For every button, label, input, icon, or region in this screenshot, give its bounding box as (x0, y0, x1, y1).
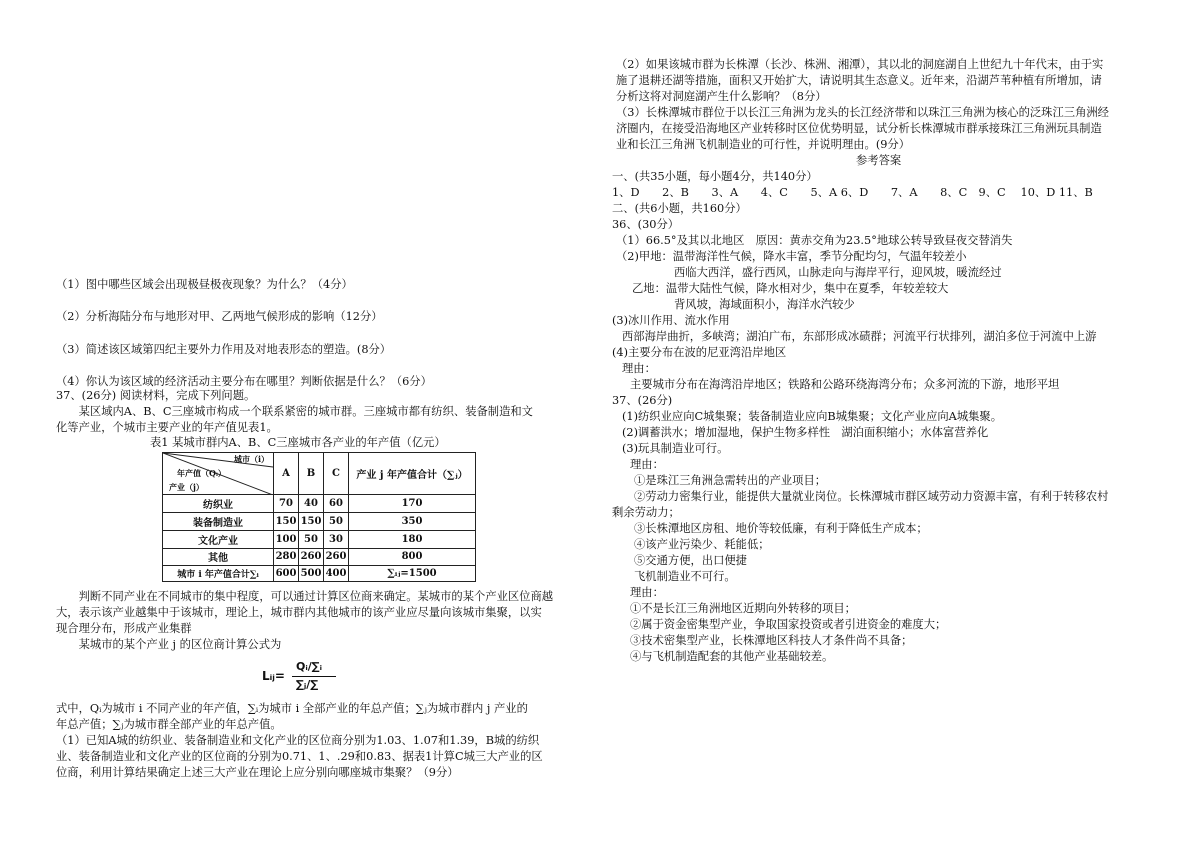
cell-total: 170 (349, 495, 476, 513)
reason-3: ③长株潭地区房租、地价等较低廉，有利于降低生产成本； (634, 522, 928, 535)
reason-label-1: 理由： (630, 458, 664, 471)
cell-b: 150 (299, 512, 324, 530)
question-37-heading: 37、(26分) 阅读材料，完成下列问题。 (56, 389, 256, 402)
plane-reason-4: ④与飞机制造配套的其他产业基础较差。 (630, 650, 834, 663)
table-corner-cell (163, 453, 274, 495)
definition-line-2: 年总产值；∑ⱼ为城市群全部产业的年总产值。 (56, 718, 282, 731)
section-1-answers: 1、D 2、B 3、A 4、C 5、A 6、D 7、A 8、C 9、C 10、D 11、B (612, 186, 1093, 199)
row-label: 城市 i 年产值合计∑ᵢ (163, 566, 274, 582)
row-label: 装备制造业 (163, 512, 274, 530)
answer-36-3-line-2: 西部海岸曲折，多峡湾；湖泊广布，东部形成冰碛群；河流平行状排列，湖泊多位于河流中上游 (622, 330, 1097, 343)
question-37-3-line-2: 济圈内，在接受沿海地区产业转移时区位优势明显，试分析长株潭城市群承接珠江三角洲玩具制造 (616, 122, 1102, 135)
table-row (163, 530, 476, 548)
formula-denominator: ∑ⱼ/∑ (296, 678, 319, 691)
question-37-1-line-2: 业、装备制造业和文化产业的区位商的分别为0.71、1、.29和0.83、据表1计算C城三大产业的区 (56, 750, 543, 763)
question-37-3-line-1: （3）长株潭城市群位于以长江三角洲为龙头的长江经济带和以珠江三角洲为核心的泛珠江三角洲经 (616, 106, 1109, 119)
corner-city-label: 城市（i） (233, 454, 269, 464)
plane-reason-3: ③技术密集型产业，长株潭地区科技人才条件尚不具备； (630, 634, 913, 647)
reason-5: ⑤交通方便，出口便捷 (634, 554, 747, 567)
question-36-3: （3）简述该区域第四纪主要外力作用及对地表形态的塑造。(8分） (56, 343, 392, 356)
table-title: 表1 某城市群内A、B、C三座城市各产业的年产值（亿元） (150, 436, 446, 449)
cell-b: 260 (299, 548, 324, 566)
answer-title: 参考答案 (856, 154, 902, 167)
cell-a: 280 (274, 548, 299, 566)
question-37-2-line-1: （2）如果该城市群为长株潭（长沙、株洲、湘潭），其以北的洞庭湖自上世纪九十年代末，由于实 (616, 58, 1104, 71)
section-2-heading: 二、(共6小题，共160分） (612, 202, 747, 215)
col-header-total: 产业 j 年产值合计（∑ⱼ） (349, 453, 476, 495)
cell-a: 70 (274, 495, 299, 513)
cell-total: ∑ᵢⱼ=1500 (349, 566, 476, 582)
answer-36-4-line-2: 理由： (622, 362, 656, 375)
formula-numerator: Qᵢ/∑ᵢ (296, 660, 323, 673)
col-header-a: A (274, 453, 299, 495)
table-row (163, 512, 476, 530)
question-37-2-line-3: 分析这将对洞庭湖产生什么影响？（8分） (616, 90, 827, 103)
section-1-heading: 一、(共35小题，每小题4分，共140分） (612, 170, 818, 183)
para-line-2: 大，表示该产业越集中于该城市，理论上，城市群内其他城市的该产业应尽量向该城市集聚，以实 (56, 606, 542, 619)
corner-industry-label: 产业（j） (169, 482, 204, 492)
answer-36-3-line-1: (3)冰川作用、流水作用 (612, 314, 730, 327)
location-quotient-formula (262, 660, 352, 694)
cell-b: 500 (299, 566, 324, 582)
row-label: 文化产业 (163, 530, 274, 548)
cell-c: 260 (324, 548, 349, 566)
table-row (163, 548, 476, 566)
row-label: 纺织业 (163, 495, 274, 513)
question-36-1: （1）图中哪些区域会出现极昼极夜现象？为什么？（4分） (56, 278, 353, 291)
plane-reason-2: ②属于资金密集型产业，争取国家投资或者引进资金的难度大； (630, 618, 947, 631)
cell-a: 100 (274, 530, 299, 548)
answer-36-4-line-3: 主要城市分布在海湾沿岸地区；铁路和公路环绕海湾分布；众多河流的下游，地形平坦 (630, 378, 1060, 391)
reason-2-line-2: 剩余劳动力； (612, 506, 680, 519)
cell-a: 600 (274, 566, 299, 582)
answer-37-2: (2)调蓄洪水；增加湿地，保护生物多样性 湖泊面积缩小；水体富营养化 (622, 426, 989, 439)
answer-36-2-line-1: （2)甲地：温带海洋性气候，降水丰富，季节分配均匀，气温年较差小 (616, 250, 967, 263)
reason-2-line-1: ②劳动力密集行业，能提供大量就业岗位。长株潭城市群区域劳动力资源丰富，有利于转移农村 (634, 490, 1109, 503)
cell-total: 350 (349, 512, 476, 530)
cell-total: 180 (349, 530, 476, 548)
question-37-2-line-2: 施了退耕还湖等措施，面积又开始扩大，请说明其生态意义。近年来，沿湖芦苇种植有所增加，请 (616, 74, 1102, 87)
cell-c: 60 (324, 495, 349, 513)
formula-lhs: Lᵢⱼ= (262, 669, 285, 683)
reason-label-2: 理由： (630, 586, 664, 599)
answer-37-1: (1)纺织业应向C城集聚；装备制造业应向B城集聚；文化产业应向A城集聚。 (622, 410, 1003, 423)
corner-value-label: 年产值（Qᵢ） (177, 468, 226, 478)
answer-36-2-line-2: 西临大西洋，盛行西风，山脉走向与海岸平行，迎风坡，暖流经过 (674, 266, 1002, 279)
plane-reason-1: ①不是长江三角洲地区近期向外转移的项目； (630, 602, 856, 615)
cell-c: 400 (324, 566, 349, 582)
answer-37-heading: 37、(26分) (612, 394, 673, 407)
cell-b: 50 (299, 530, 324, 548)
answer-36-4-line-1: (4)主要分布在波的尼亚湾沿岸地区 (612, 346, 787, 359)
reason-4: ④该产业污染少、耗能低； (634, 538, 770, 551)
fraction-bar (292, 676, 336, 677)
cell-c: 30 (324, 530, 349, 548)
definition-line-1: 式中，Qᵢ为城市 i 不同产业的年产值，∑ᵢ为城市 i 全部产业的年总产值；∑ⱼ为城市群内 j 产业的 (56, 702, 528, 715)
cell-b: 40 (299, 495, 324, 513)
answer-36-1: （1）66.5°及其以北地区 原因：黄赤交角为23.5°地球公转导致昼夜交替消失 (616, 234, 1013, 247)
answer-36-2-line-4: 背风坡，海域面积小，海洋水汽较少 (674, 298, 855, 311)
question-36-2: （2）分析海陆分布与地形对甲、乙两地气候形成的影响（12分） (56, 310, 383, 323)
question-37-1-line-1: （1）已知A城的纺织业、装备制造业和文化产业的区位商分别为1.03、1.07和1.39，B城的纺织 (56, 734, 540, 747)
question-37-3-line-3: 业和长江三角洲飞机制造业的可行性，并说明理由。(9分） (616, 138, 911, 151)
cell-a: 150 (274, 512, 299, 530)
question-36-4: （4）你认为该区域的经济活动主要分布在哪里？判断依据是什么？（6分） (56, 375, 432, 388)
para-line-4: 某城市的某个产业 j 的区位商计算公式为 (56, 638, 282, 651)
col-header-c: C (324, 453, 349, 495)
industry-output-table (162, 452, 476, 582)
row-label: 其他 (163, 548, 274, 566)
intro-line-1: 某区域内A、B、C三座城市构成一个联系紧密的城市群。三座城市都有纺织、装备制造和文 (56, 405, 533, 418)
para-line-3: 现合理分布，形成产业集群 (56, 622, 192, 635)
answer-36-2-line-3: 乙地：温带大陆性气候，降水相对少，集中在夏季，年较差较大 (632, 282, 949, 295)
intro-line-2: 化等产业，个城市主要产业的年产值见表1。 (56, 421, 278, 434)
table-row (163, 495, 476, 513)
question-37-1-line-3: 位商，利用计算结果确定上述三大产业在理论上应分别向哪座城市集聚？（9分） (56, 766, 459, 779)
cell-total: 800 (349, 548, 476, 566)
col-header-b: B (299, 453, 324, 495)
reason-1: ①是珠江三角洲急需转出的产业项目； (634, 474, 827, 487)
para-line-1: 判断不同产业在不同城市的集中程度，可以通过计算区位商来确定。某城市的某个产业区位商越 (56, 590, 554, 603)
answer-37-3: (3)玩具制造业可行。 (622, 442, 729, 455)
cell-c: 50 (324, 512, 349, 530)
table-sum-row (163, 566, 476, 582)
answer-36-heading: 36、(30分） (612, 218, 680, 231)
plane-not-feasible: 飞机制造业不可行。 (634, 570, 736, 583)
